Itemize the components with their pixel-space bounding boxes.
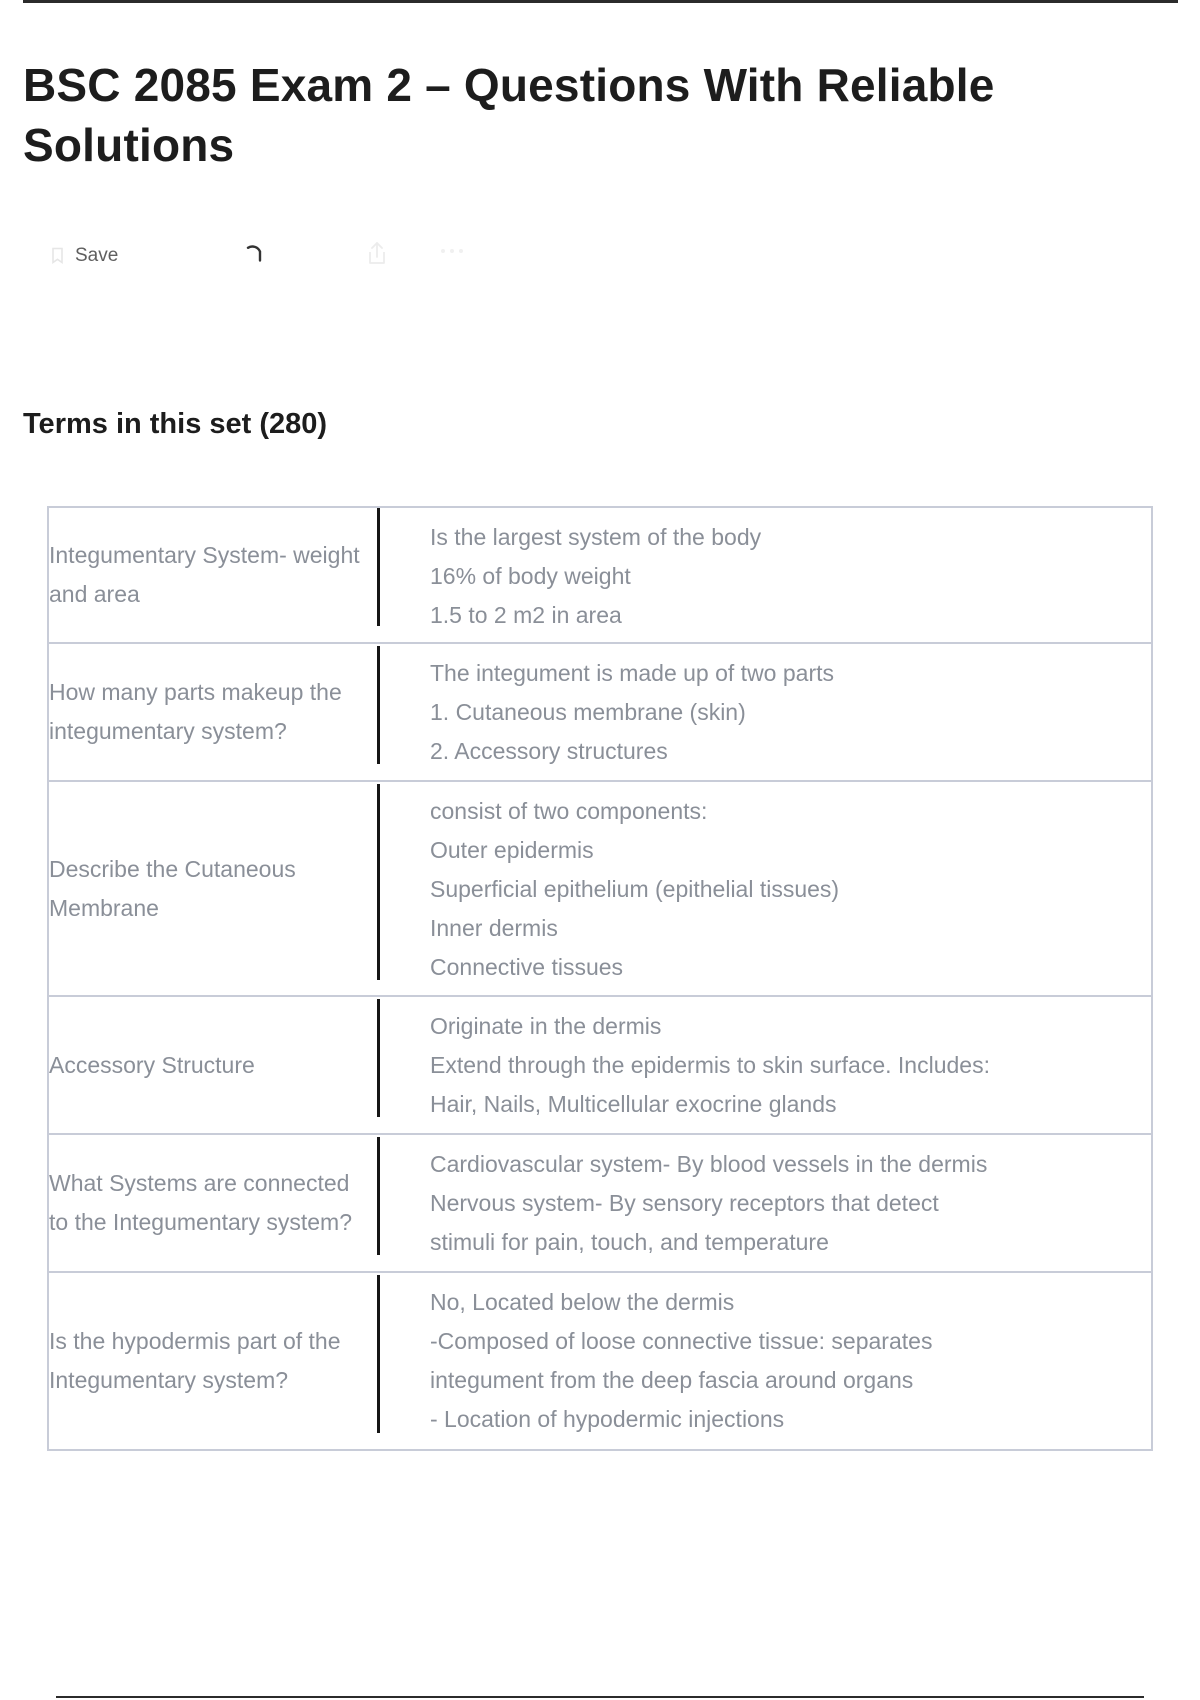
definition-line: No, Located below the dermis: [430, 1289, 735, 1315]
terms-heading: Terms in this set (280): [23, 408, 328, 440]
row-divider: [377, 999, 380, 1117]
definition-line: The integument is made up of two parts: [430, 660, 834, 686]
definition-cell: [430, 1273, 1130, 1449]
bookmark-icon: [50, 247, 65, 265]
spinner-icon: [242, 242, 266, 266]
definition-line: Is the largest system of the body: [430, 524, 762, 550]
row-divider: [377, 1275, 380, 1433]
definition-line: Superficial epithelium (epithelial tissues): [430, 876, 840, 902]
definition-line: Connective tissues: [430, 954, 624, 980]
term-cell: [49, 997, 379, 1133]
bottom-divider: [56, 1696, 1144, 1698]
definition-line: 2. Accessory structures: [430, 738, 668, 764]
definition-cell: [430, 782, 1130, 997]
definition-line: stimuli for pain, touch, and temperature: [430, 1229, 829, 1255]
definition-line: -Composed of loose connective tissue: separates: [430, 1328, 933, 1354]
save-button[interactable]: [50, 246, 118, 265]
definition-line: Hair, Nails, Multicellular exocrine glands: [430, 1091, 837, 1117]
term-row: [47, 995, 1153, 1133]
term-cell: [49, 508, 379, 642]
definition-line: consist of two components:: [430, 798, 708, 824]
term-row: [47, 506, 1153, 642]
term-cell: [49, 782, 379, 995]
term-text: What Systems are connected to the Integumentary system?: [49, 1170, 352, 1235]
term-cell: [49, 1135, 379, 1271]
terms-table: [47, 506, 1153, 1451]
term-text: Integumentary System- weight and area: [49, 542, 360, 607]
term-row: [47, 1271, 1153, 1451]
term-row: [47, 642, 1153, 780]
definition-cell: [430, 1135, 1130, 1272]
page-title: BSC 2085 Exam 2 – Questions With Reliable Solutions: [23, 59, 995, 171]
term-row: [47, 780, 1153, 995]
term-text: Is the hypodermis part of the Integumentary system?: [49, 1328, 341, 1393]
definition-line: Outer epidermis: [430, 837, 594, 863]
definition-line: Inner dermis: [430, 915, 558, 941]
term-text: Describe the Cutaneous Membrane: [49, 855, 296, 921]
term-cell: [49, 1273, 379, 1449]
definition-line: Extend through the epidermis to skin surface. Includes:: [430, 1052, 990, 1078]
definition-line: - Location of hypodermic injections: [430, 1406, 785, 1432]
row-divider: [377, 508, 380, 626]
definition-line: Originate in the dermis: [430, 1013, 662, 1039]
definition-cell: [430, 997, 1130, 1134]
row-divider: [377, 646, 380, 764]
definition-cell: [430, 508, 1130, 645]
definition-line: Cardiovascular system- By blood vessels in the dermis: [430, 1151, 988, 1177]
definition-line: integument from the deep fascia around organs: [430, 1367, 914, 1393]
definition-line: Nervous system- By sensory receptors that detect: [430, 1190, 939, 1216]
save-label: Save: [75, 245, 119, 266]
more-icon[interactable]: [438, 246, 466, 256]
definition-line: 1. Cutaneous membrane (skin): [430, 699, 746, 725]
definition-line: 16% of body weight: [430, 563, 631, 589]
toolbar: [50, 238, 530, 278]
term-cell: [49, 644, 379, 780]
term-text: How many parts makeup the integumentary system?: [49, 679, 342, 744]
top-divider: [23, 0, 1178, 3]
definition-line: 1.5 to 2 m2 in area: [430, 602, 622, 628]
term-row: [47, 1133, 1153, 1271]
row-divider: [377, 784, 380, 980]
row-divider: [377, 1137, 380, 1255]
share-icon[interactable]: [365, 241, 389, 267]
definition-cell: [430, 644, 1130, 781]
term-text: Accessory Structure: [49, 1051, 255, 1078]
